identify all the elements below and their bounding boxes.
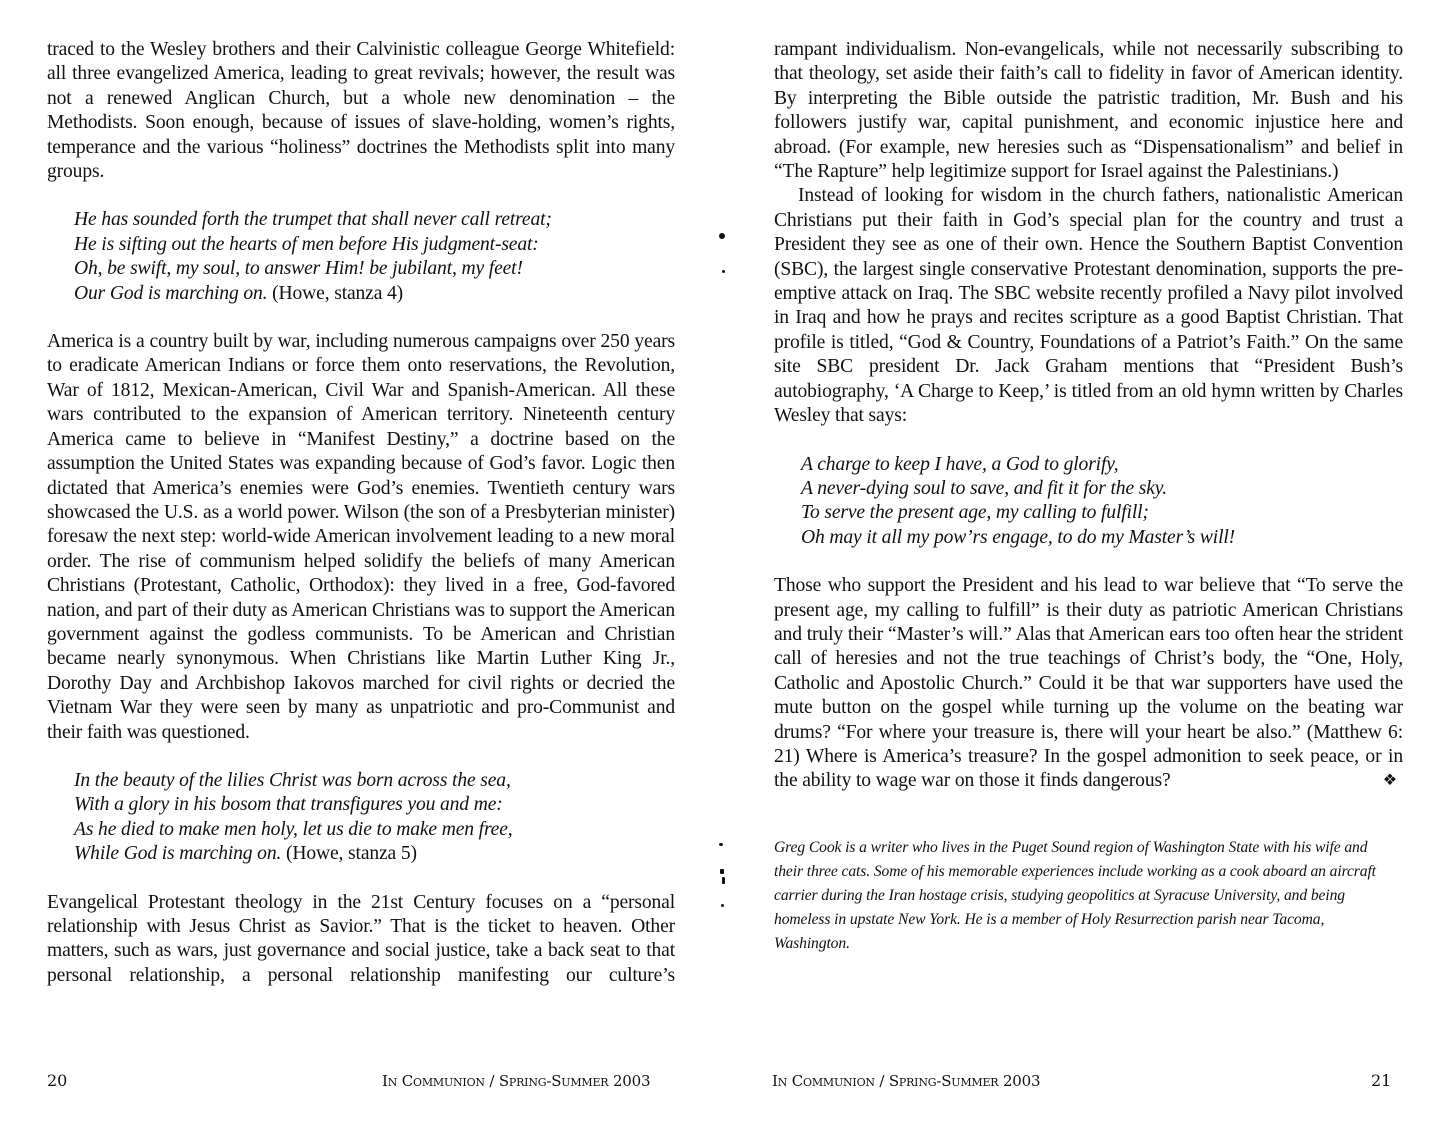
- verse-line: A never-dying soul to save, and fit it for the sky.: [801, 477, 1167, 499]
- left-paragraph-3: Evangelical Protestant theology in the 21st Century focuses on a “personal relationship with Jesus Christ as Savior.” That is the ticket to heaven. Other matters, such as wars, just governance and social justice, take a back seat to that personal relationship, a personal relationship manifesting our culture’s: [47, 891, 675, 986]
- verse-line: He is sifting out the hearts of men before His judgment-seat:: [74, 233, 539, 255]
- verse-citation: (Howe, stanza 5): [285, 843, 417, 865]
- right-verse-wesley-hymn: [801, 453, 1403, 551]
- verse-line: As he died to make men holy, let us die to make men free,: [74, 818, 513, 840]
- verse-citation: (Howe, stanza 4): [272, 282, 404, 304]
- verse-line-text: While God is marching on.: [74, 843, 282, 865]
- scan-speck: [720, 869, 724, 874]
- verse-line-final: [74, 282, 675, 306]
- verse-line-final: [74, 842, 675, 866]
- left-text-column: [47, 38, 675, 988]
- page-number-text: 20: [47, 1071, 68, 1090]
- verse-line: He has sounded forth the trumpet that shall never call retreat;: [74, 209, 552, 231]
- verse-line: To serve the present age, my calling to fulfill;: [801, 502, 1149, 524]
- left-running-footer: [382, 1072, 650, 1090]
- right-text-column: [774, 38, 1403, 971]
- author-bio: Greg Cook is a writer who lives in the Puget Sound region of Washington State with his wife and their three cats. Some of his memorable experiences include working as a cook aboard an aircraft carrier during the Iran hostage crisis, studying geopolitics at Syracuse University, and being homeless in upstate New York. He is a member of Holy Resurrection parish near Tacoma, Washington.: [774, 838, 1376, 952]
- right-paragraph-1: rampant individualism. Non-evangelicals, while not necessarily subscribing to that theology, set aside their faith’s call to fidelity in favor of American identity. By interpreting the Bible outside the patristic tradition, Mr. Bush and his followers justify war, capital punishment, and economic injustice here and abroad. (For example, new heresies such as “Dispensationalism” and belief in “The Rapture” help legitimize support for Israel against the Palestinians.): [774, 39, 1403, 183]
- verse-line: With a glory in his bosom that transfigures you and me:: [74, 794, 503, 816]
- end-of-article-icon: ❖: [1382, 772, 1397, 790]
- verse-line: Oh may it all my pow’rs engage, to do my Master’s will!: [801, 526, 1236, 548]
- left-page-number: [47, 1072, 67, 1090]
- right-paragraph-3: [774, 574, 1403, 794]
- left-paragraph-2: America is a country built by war, including numerous campaigns over 250 years to eradicate American Indians or force them onto reservations, the Revolution, War of 1812, Mexican-American, Civil War and Spanish-American. All these wars contributed to the expansion of American territory. Nineteenth century America came to believe in “Manifest Destiny,” a doctrine based on the assumption the United States was expanding because of God’s favor. Logic then dictated that America’s enemies were God’s enemies. Twentieth century wars showcased the U.S. as a world power. Wilson (the son of a Presbyterian minister) foresaw the next step: world-wide American involvement leading to a new moral order. The rise of communism helped solidify the beliefs of many American Christians (Protestant, Catholic, Orthodox): they lived in a free, God-favored nation, and part of their duty as American Christians was to support the American government against the godless communists. To be American and Christian became nearly synonymous. When Christians like Martin Luther King Jr., Dorothy Day and Archbishop Iakovos marched for civil rights or decried the Vietnam War they were seen by many as unpatriotic and pro-Communist and their faith was questioned.: [47, 331, 675, 743]
- left-verse-1-howe-stanza-4: [74, 208, 675, 306]
- right-paragraph-2: Instead of looking for wisdom in the church fathers, nationalistic American Christians put their faith in God’s special plan for the country and trust a President they see as one of their own. Hence the Southern Baptist Convention (SBC), the largest single conservative Protestant denomination, supports the pre-emptive attack on Iraq. The SBC website recently profiled a Navy pilot involved in Iraq and how he prays and recites scripture as a good Baptist Christian. That profile is titled, “God & Country, Foundations of a Patriot’s Faith.” On the same site SBC president Dr. Jack Graham mentions that “President Bush’s autobiography, ‘A Charge to Keep,’ is titled from an old hymn written by Charles Wesley that says:: [774, 185, 1403, 427]
- left-paragraph-1: traced to the Wesley brothers and their Calvinistic colleague George Whitefield: all three evangelized America, leading to great revivals; however, the result was not a renewed Anglican Church, but a whole new denomination – the Methodists. Soon enough, because of issues of slave-holding, women’s rights, temperance and the various “holiness” doctrines the Methodists split into many groups.: [47, 39, 675, 183]
- scan-speck: [722, 270, 725, 273]
- scan-speck: [721, 904, 724, 907]
- paragraph-text: Those who support the President and his lead to war believe that “To serve the present age, my calling to fulfill” is their duty as patriotic American Christians and truly their “Master’s will.” Alas that American ears too often hear the strident call of heresies and not the true teachings of Christ’s body, the “One, Holy, Catholic and Apostolic Church.” Could it be that war supporters have used the mute button on the gospel while turning up the volume on the beating war drums? “For where your treasure is, there will your heart be also.” (Matthew 6: 21) Where is America’s treasure? In the gospel admonition to seek peace, or in the ability to wage war on those it finds dangerous?: [774, 575, 1403, 792]
- running-footer-text: In Communion / Spring-Summer 2003: [772, 1072, 1041, 1090]
- scan-speck: [719, 233, 725, 239]
- scan-speck: [719, 843, 723, 846]
- scan-speck: [722, 877, 725, 884]
- right-page: [728, 0, 1456, 1126]
- running-footer-text: In Communion / Spring-Summer 2003: [382, 1072, 651, 1090]
- verse-line: A charge to keep I have, a God to glorify,: [801, 453, 1119, 475]
- right-page-number: [1371, 1072, 1391, 1090]
- left-verse-2-howe-stanza-5: [74, 769, 675, 867]
- verse-line: Oh, be swift, my soul, to answer Him! be jubilant, my feet!: [74, 258, 523, 280]
- verse-line-text: Our God is marching on.: [74, 282, 268, 304]
- right-running-footer: [772, 1072, 1040, 1090]
- verse-line: In the beauty of the lilies Christ was born across the sea,: [74, 769, 511, 791]
- page-number-text: 21: [1371, 1071, 1392, 1090]
